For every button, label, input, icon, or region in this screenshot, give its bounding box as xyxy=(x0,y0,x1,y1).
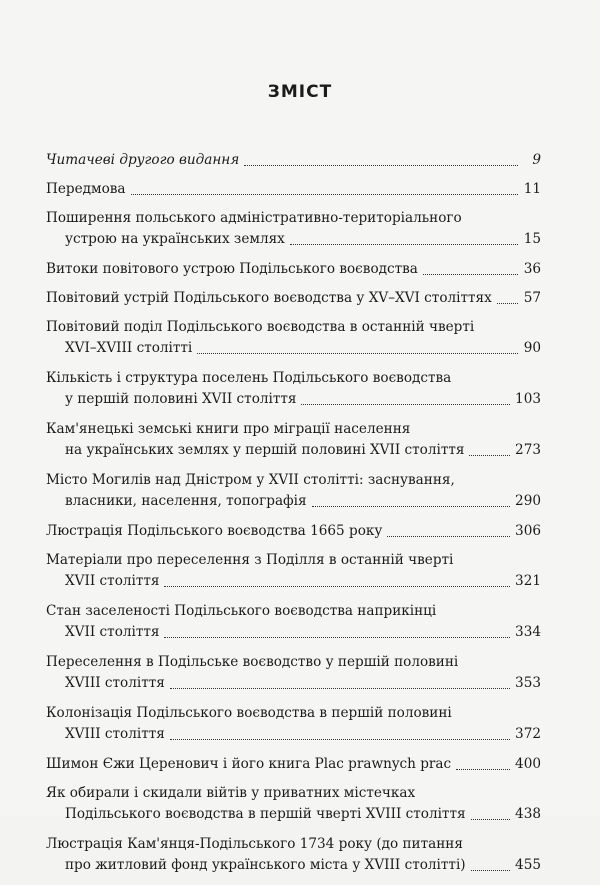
toc-entry xyxy=(46,521,541,542)
dot-leader xyxy=(290,244,518,245)
dot-leader xyxy=(456,769,510,770)
toc-entry-title: у першій половині XVII століття xyxy=(65,391,297,407)
toc-entry-line xyxy=(46,317,541,338)
dot-leader xyxy=(197,353,518,354)
toc-entry-line xyxy=(46,179,541,200)
dot-leader xyxy=(301,404,510,405)
dot-leader xyxy=(170,688,510,689)
toc-entry-title: Витоки повітового устрою Подільського воєводства xyxy=(46,261,418,277)
toc-entry-line xyxy=(46,150,541,171)
toc-entry-line xyxy=(46,754,541,775)
dot-leader xyxy=(471,870,510,871)
toc-entry-title: Стан заселеності Подільського воєводства наприкінці xyxy=(46,603,437,619)
toc-entry xyxy=(46,652,541,694)
toc-page-number: 57 xyxy=(523,290,541,306)
toc-page-number: 455 xyxy=(515,857,541,873)
toc-entry xyxy=(46,208,541,250)
toc-entry-line xyxy=(46,389,541,410)
toc-page-number: 372 xyxy=(515,726,541,742)
toc-entry-line xyxy=(46,673,541,694)
toc-page-number: 353 xyxy=(515,675,541,691)
toc-entry-line xyxy=(46,440,541,461)
toc-entry-title: Люстрація Подільського воєводства 1665 року xyxy=(46,523,383,539)
toc-entry xyxy=(46,601,541,643)
toc-entry-title: Повітовий поділ Подільського воєводства в останній чверті xyxy=(46,319,475,335)
toc-entry-title: устрою на українських землях xyxy=(65,231,285,247)
toc-entry-line xyxy=(46,208,541,229)
toc-entry-title: Матеріали про переселення з Поділля в останній чверті xyxy=(46,552,454,568)
page-title: ЗМІСТ xyxy=(267,82,333,102)
toc-entry-title: Переселення в Подільське воєводство у першій половині xyxy=(46,654,459,670)
toc-entry-line xyxy=(46,288,541,309)
toc-entry-line xyxy=(46,259,541,280)
toc-page-number: 438 xyxy=(515,806,541,822)
toc-entry xyxy=(46,703,541,745)
dot-leader xyxy=(244,165,518,166)
toc-page-number: 273 xyxy=(515,442,541,458)
toc-entry xyxy=(46,368,541,410)
toc-page-number: 400 xyxy=(515,756,541,772)
toc-entry xyxy=(46,783,541,825)
toc-entry-line xyxy=(46,470,541,491)
toc-entry-title: XVIII століття xyxy=(65,675,165,691)
toc-entry xyxy=(46,259,541,280)
toc-entry-title: XVII століття xyxy=(65,624,160,640)
dot-leader xyxy=(387,536,510,537)
toc-entry-line xyxy=(46,550,541,571)
toc-entry xyxy=(46,179,541,200)
toc-entry xyxy=(46,470,541,512)
dot-leader xyxy=(471,819,510,820)
toc-entry-title: Подільського воєводства в першій чверті XVIII століття xyxy=(65,806,466,822)
toc-entry xyxy=(46,288,541,309)
toc-entry-line xyxy=(46,724,541,745)
toc-entry-title: Кам'янецькі земські книги про міграції населення xyxy=(46,421,411,437)
toc-entry-title: XVI–XVIII столітті xyxy=(65,340,193,356)
toc-entry-title: Колонізація Подільського воєводства в першій половині xyxy=(46,705,452,721)
toc-entry-title: Передмова xyxy=(46,181,126,197)
toc-entry-line xyxy=(46,368,541,389)
toc-entry-title: Повітовий устрій Подільського воєводства у XV–XVI століттях xyxy=(46,290,492,306)
toc-page-number: 103 xyxy=(515,391,541,407)
toc-entry-title: Кількість і структура поселень Подільського воєводства xyxy=(46,370,452,386)
dot-leader xyxy=(312,506,510,507)
toc-entry-title: Читачеві другого видання xyxy=(46,152,240,168)
toc-entry-line xyxy=(46,622,541,643)
toc-entry-line xyxy=(46,804,541,825)
toc-entry-title: Шимон Єжи Церенович і його книга Plac prawnych prac xyxy=(46,756,452,772)
toc-page-number: 90 xyxy=(523,340,541,356)
toc-entry xyxy=(46,419,541,461)
toc-entry-line xyxy=(46,834,541,855)
toc-entry-line xyxy=(46,491,541,512)
toc-entry-title: Як обирали і скидали війтів у приватних містечках xyxy=(46,785,416,801)
toc-entry-line xyxy=(46,419,541,440)
toc-page-number: 321 xyxy=(515,573,541,589)
toc-entry-title: XVIII століття xyxy=(65,726,165,742)
toc-page-number: 36 xyxy=(523,261,541,277)
toc-entry-title: Поширення польського адміністративно-територіального xyxy=(46,210,462,226)
toc-entry xyxy=(46,150,541,171)
toc-entry-line xyxy=(46,571,541,592)
toc-entry-title: власники, населення, топографія xyxy=(65,493,307,509)
toc-entry-line xyxy=(46,703,541,724)
toc-entry-line xyxy=(46,652,541,673)
toc-entry-title: XVII століття xyxy=(65,573,160,589)
toc-page-number: 15 xyxy=(523,231,541,247)
dot-leader xyxy=(131,194,518,195)
toc-entry-title: Люстрація Кам'янця-Подільського 1734 року (до питання xyxy=(46,836,463,852)
toc-entry-line xyxy=(46,229,541,250)
toc-entry-title: Місто Могилів над Дністром у XVII столітті: заснування, xyxy=(46,472,455,488)
toc-entry-line xyxy=(46,521,541,542)
toc-entry xyxy=(46,834,541,876)
toc-entry-line xyxy=(46,855,541,876)
toc-entry xyxy=(46,317,541,359)
toc-entry xyxy=(46,550,541,592)
toc-entry-title: про житловий фонд українського міста у XVIII столітті) xyxy=(65,857,466,873)
toc-page-number: 306 xyxy=(515,523,541,539)
dot-leader xyxy=(170,739,510,740)
dot-leader xyxy=(497,303,518,304)
toc-page-number: 290 xyxy=(515,493,541,509)
toc-page-number: 9 xyxy=(532,152,541,168)
toc-entry-title: на українських землях у першій половині XVII століття xyxy=(65,442,465,458)
toc-entry xyxy=(46,754,541,775)
dot-leader xyxy=(164,637,510,638)
toc-page-number: 11 xyxy=(523,181,541,197)
dot-leader xyxy=(469,455,510,456)
dot-leader xyxy=(423,274,518,275)
dot-leader xyxy=(164,586,510,587)
toc-page-number: 334 xyxy=(515,624,541,640)
toc-entry-line xyxy=(46,338,541,359)
toc-entry-line xyxy=(46,783,541,804)
toc-entry-line xyxy=(46,601,541,622)
table-of-contents xyxy=(46,150,541,885)
